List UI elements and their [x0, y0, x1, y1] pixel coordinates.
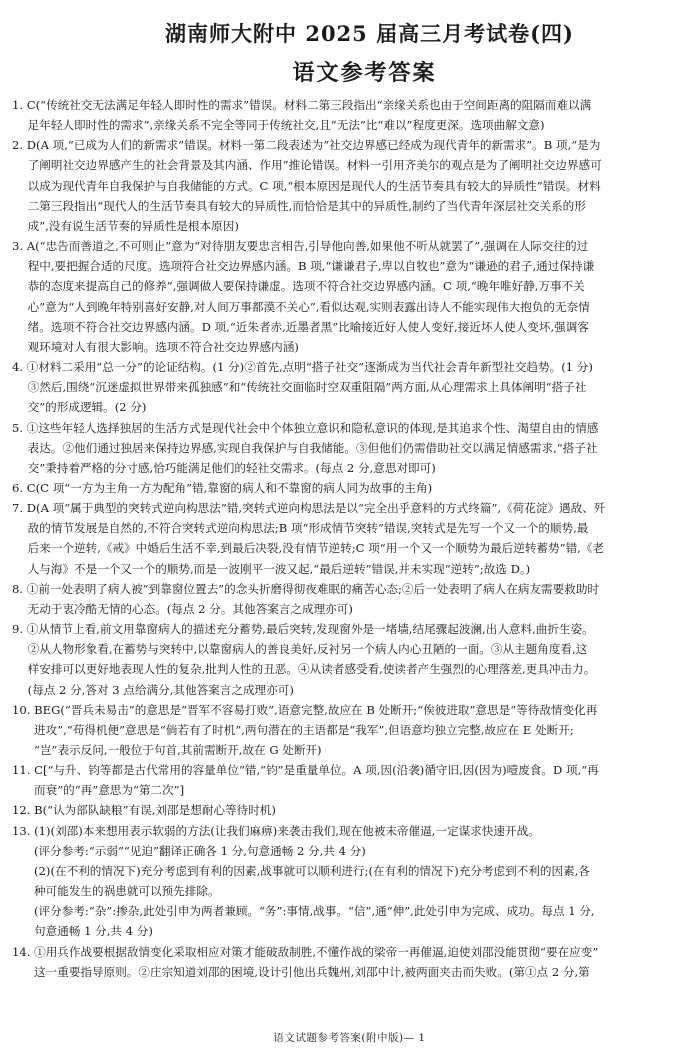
answer-line: 以成为现代青年自我保护与自我储能的方式。C 项,“根本原因是现代人的生活节奏具有较大的异质性”错误。材料: [27, 178, 601, 193]
answer-line: 敌的情节发展是自然的,不符合突转式逆向构思法;B 项“形成情节突转”错误,突转式是先写一个又一个的顺势,最: [27, 521, 589, 536]
answer-line: 13. (1)(刘邵)本来想用表示软弱的方法(让我们麻痹)来袭击我们,现在他被末帝催逼,一定谋求快速开战。: [12, 823, 540, 838]
answer-line: 而衰”的“再”意思为“第二次”]: [34, 783, 185, 798]
answer-line: 无动于衷冷酷无情的心态。(每点 2 分。其他答案言之成理亦可): [27, 601, 353, 616]
answer-item: [12, 478, 692, 498]
answer-line: (2)(在不利的情况下)充分考虑到有利的因素,战事就可以顺利进行;(在有利的情况下)充分考虑到不利的因素,各: [34, 863, 590, 878]
answer-line: 足年轻人即时性的需求”,亲缘关系不完全等同于传统社交,且“无法”比“难以”程度更深。选项曲解文意): [27, 118, 545, 133]
answer-line: 7. D(A 项“属于典型的突转式逆向构思法”错,突转式逆向构思法是以“完全出乎意料的方式终篇”,《荷花淀》遇敌、歼: [12, 501, 606, 516]
answer-item: [12, 619, 692, 700]
answer-line: 12. B(“认为部队缺粮”有误,刘邵是想耐心等待时机): [12, 803, 276, 818]
answer-line: 3. A(“忠告而善道之,不可则止”意为“对待朋友要忠言相告,引导他向善,如果他不听从就罢了”,强调在人际交往的过: [12, 239, 589, 254]
answer-item: [12, 942, 692, 982]
answer-line: (评分参考:“杂”:掺杂,此处引申为两者兼顾。“务”:事情,战事。“信”,通“伸”,此处引申为完成、成功。每点 1 分,: [34, 904, 595, 919]
answer-line: 观环境对人有很大影响。选项不符合社交边界感内涵): [27, 339, 299, 354]
answer-item: [12, 821, 692, 942]
answer-line: 2. D(A 项,“已成为人们的新需求”错误。材料一第二段表述为“社交边界感已经成为现代青年的新需求”。B 项,“是为: [12, 138, 601, 153]
answer-line: “岂”表示反问,一般位于句首,其前需断开,故在 G 处断开): [34, 743, 322, 757]
answer-item: [12, 236, 692, 357]
answer-item: [12, 498, 692, 579]
answer-line: 后来一个逆转,《戒》中婚后生活不幸,到最后决裂,没有情节逆转;C 项“用一个又一个顺势为最后逆转蓄势”错,《老: [27, 541, 605, 556]
answer-line: 4. ①材料二采用“总一分”的论证结构。(1 分)②首先,点明“搭子社交”逐渐成为当代社会青年新型社交趋势。(1 分): [12, 360, 593, 375]
answer-line: 样安排可以更好地表现人性的复杂,批判人性的丑恶。④从读者感受看,使读者产生强烈的心理落差,更具冲击力。: [27, 662, 596, 677]
answer-line: 二第三段指出“现代人的生活节奏具有较大的异质性,而恰恰是其中的异质性,制约了当代青年深层社交关系的形: [27, 198, 586, 213]
answer-line: 绪。选项不符合社交边界感内涵。D 项,“近朱者赤,近墨者黑”比喻接近好人使人变好,接近坏人使人变坏,强调客: [27, 319, 589, 334]
answer-line: 心”意为“人到晚年特别喜好安静,对人间万事都漠不关心”,看似达观,实则表露出诗人不能实现伟大抱负的无奈情: [27, 299, 590, 314]
answer-line: 进攻”,“苟得机便”意思是“倘若有了时机”,两句潜在的主语都是“我军”,但语意均独立完整,故应在 E 处断开;: [34, 722, 574, 737]
answer-line: 这一重要指导原则。②庄宗知道刘邵的困境,设计引他出兵魏州,刘邵中计,被两面夹击而失败。(第①点 2 分,第: [34, 964, 590, 979]
answer-key-title: 语文参考答案: [292, 60, 437, 86]
answer-line: 交”的形成逻辑。(2 分): [27, 400, 147, 415]
answer-line: 人与海》不是一个又一个的顺势,而是一波刚平一波又起,“最后逆转”错误,并未实现“逆转”;故选 D。): [27, 561, 531, 576]
answer-line: 8. ①前一处表明了病人被“到靠窗位置去”的念头折磨得彻夜难眠的痛苦心态;②后一处表明了病人在病友需要救助时: [12, 581, 600, 596]
answer-line: 恭的态度来提高自己的修养”,强调做人要保持谦虚。选项不符合社交边界感内涵。C 项,“晚年唯好静,万事不关: [27, 279, 585, 294]
answer-line: 种可能发生的祸患就可以预先排除。: [34, 884, 220, 899]
answer-line: ③然后,围绕“沉迷虚拟世界带来孤独感”和“传统社交面临时空双重阻隔”两方面,从心理需求上具体阐明“搭子社: [27, 380, 587, 395]
answer-item: [12, 760, 692, 800]
answer-item: [12, 700, 692, 760]
answer-list: [12, 95, 692, 982]
answer-line: 交”秉持着严格的分寸感,恰巧能满足他们的轻社交需求。(每点 2 分,意思对即可): [27, 460, 436, 475]
school-exam-title: 湖南师大附中 2025 届高三月考试卷(四): [165, 21, 574, 46]
answer-line: 14. ①用兵作战要根据敌情变化采取相应对策才能破敌制胜,不懂作战的梁帝一再催逼,迫使刘邵没能贯彻“要在应变”: [12, 944, 599, 959]
answer-line: 句意通畅 1 分,共 4 分): [34, 924, 153, 939]
answer-item: [12, 579, 692, 619]
answer-item: [12, 357, 692, 417]
answer-line: 程中,要把握合适的尺度。选项符合社交边界感内涵。B 项,“谦谦君子,卑以自牧也”意为“谦逊的君子,通过保持谦: [27, 259, 595, 274]
answer-item: [12, 800, 692, 820]
answer-line: (评分参考:“示弱”“见迫”翻译正确各 1 分,句意通畅 2 分,共 4 分): [34, 843, 366, 858]
answer-line: 6. C(C 项“一方为主角一方为配角”错,靠窗的病人和不靠窗的病人同为故事的主角): [12, 480, 433, 495]
answer-line: 5. ①这些年轻人选择独居的生活方式是现代社会中个体独立意识和隐私意识的体现,是其追求个性、渴望自由的情感: [12, 420, 599, 435]
answer-item: [12, 418, 692, 478]
answer-line: (每点 2 分,答对 3 点给满分,其他答案言之成理亦可): [27, 682, 294, 697]
answer-line: 表达。②他们通过独居来保持边界感,实现自我保护与自我储能。③但他们仍需借助社交以满足情感需求,“搭子社: [27, 440, 598, 455]
answer-line: 9. ①从情节上看,前文用靠窗病人的描述充分蓄势,最后突转,发现窗外是一堵墙,结尾骤起波澜,出人意料,曲折生姿。: [12, 622, 594, 637]
answer-line: 11. C[“与升、钧等都是古代常用的容量单位”错,“钧”是重量单位。A 项,因(沿袭)循守旧,因(因为)噎废食。D 项,“再: [12, 763, 599, 778]
page-footer: 语文试题参考答案(附中版)— 1: [273, 1032, 426, 1044]
answer-item: [12, 95, 692, 135]
answer-line: 了阐明社交边界感产生的社会背景及其内涵、作用”推论错误。材料一引用齐美尔的观点是为了阐明社交边界感可: [27, 158, 602, 173]
answer-line: 10. BEG(“晋兵未易击”的意思是“晋军不容易打败”,语意完整,故应在 B 处断开;“俟彼进取”意思是“等待敌情变化再: [12, 702, 598, 717]
answer-line: 成”,没有说生活节奏的异质性是根本原因): [27, 218, 239, 233]
answer-item: [12, 135, 692, 236]
answer-line: 1. C(“传统社交无法满足年轻人即时性的需求”错误。材料二第三段指出“亲缘关系也由于空间距离的阻隔而难以满: [12, 98, 592, 112]
answer-line: ②从人物形象看,在蓄势与突转中,以靠窗病人的善良美好,反衬另一个病人内心丑陋的一面。③从主题角度看,这: [27, 642, 588, 657]
